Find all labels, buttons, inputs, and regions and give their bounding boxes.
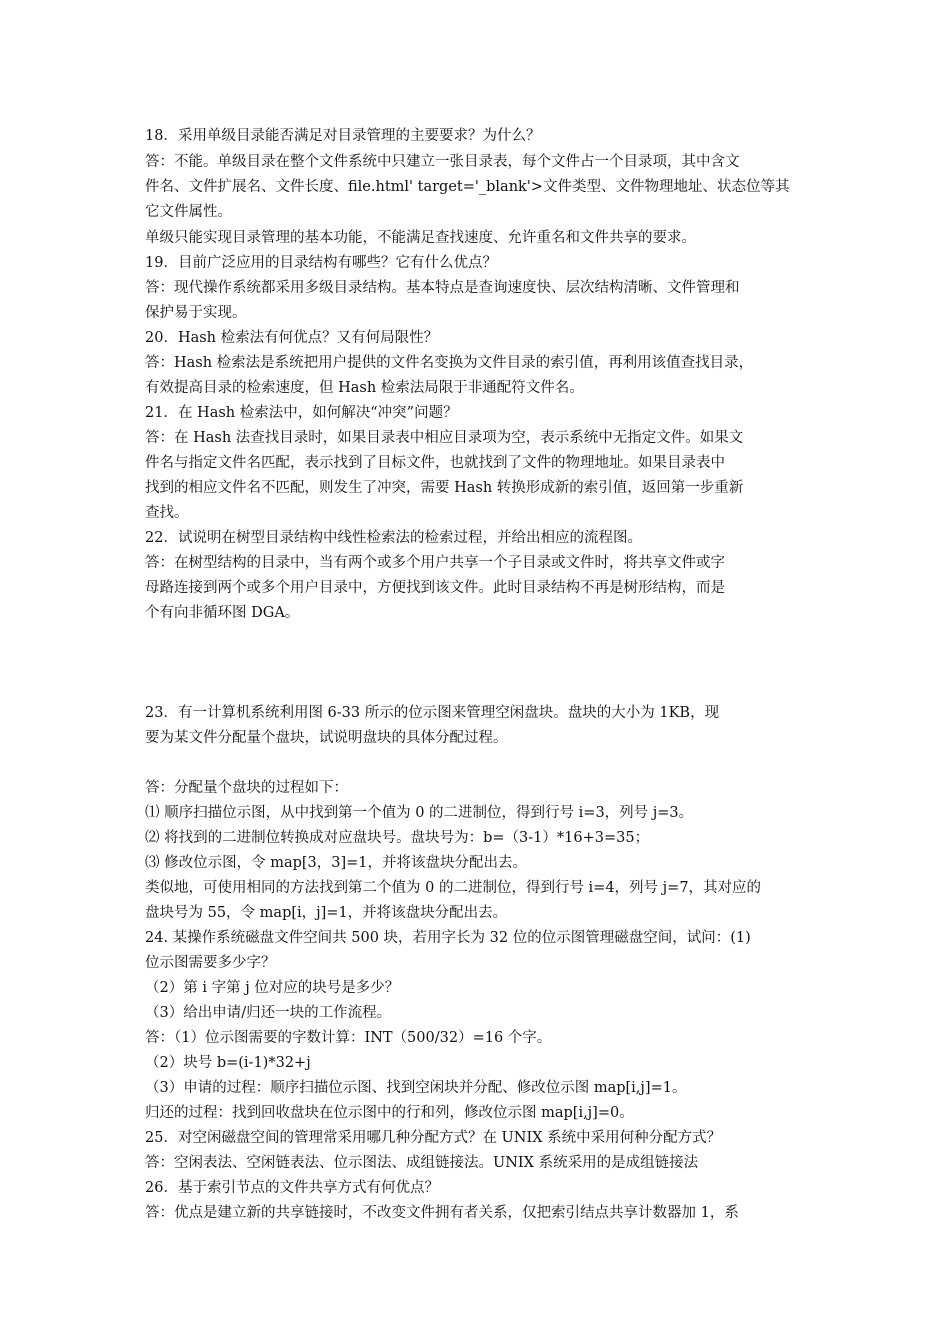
answer-line: 查找。 [145, 505, 189, 521]
answer-line: 保护易于实现。 [145, 305, 247, 321]
answer-line: 母路连接到两个或多个用户目录中，方便找到该文件。此时目录结构不再是树形结构，而是 [145, 580, 725, 596]
answer-line: 答：优点是建立新的共享链接时，不改变文件拥有者关系，仅把索引结点共享计数器加 1，系 [145, 1205, 739, 1221]
question-24-part-3: （3）给出申请/归还一块的工作流程。 [145, 1005, 392, 1021]
answer-step-1: ⑴ 顺序扫描位示图，从中找到第一个值为 0 的二进制位，得到行号 i=3，列号 j=3。 [145, 805, 694, 821]
question-26: 26．基于索引节点的文件共享方式有何优点？ [145, 1180, 439, 1196]
question-21: 21．在 Hash 检索法中，如何解决“冲突”问题？ [145, 405, 458, 421]
question-24: 24. 某操作系统磁盘文件空间共 500 块，若用字长为 32 位的位示图管理磁盘空间，试问：(1) [145, 930, 751, 946]
answer-line: 答：在树型结构的目录中，当有两个或多个用户共享一个子目录或文件时，将共享文件或字 [145, 555, 725, 571]
answer-line: 它文件属性。 [145, 204, 232, 220]
question-18: 18．采用单级目录能否满足对目录管理的主要要求？为什么？ [145, 128, 541, 144]
answer-line: 件名与指定文件名匹配，表示找到了目标文件，也就找到了文件的物理地址。如果目录表中 [145, 455, 725, 471]
question-24-part-2: （2）第 i 字第 j 位对应的块号是多少？ [145, 980, 400, 996]
question-25: 25．对空闲磁盘空间的管理常采用哪几种分配方式？在 UNIX 系统中采用何种分配方式？ [145, 1130, 722, 1146]
question-23-cont: 要为某文件分配量个盘块，试说明盘块的具体分配过程。 [145, 730, 508, 746]
answer-step-2: ⑵ 将找到的二进制位转换成对应盘块号。盘块号为：b=（3-1）*16+3=35； [145, 830, 650, 846]
answer-line: 答：在 Hash 法查找目录时，如果目录表中相应目录项为空，表示系统中无指定文件。如果文 [145, 430, 744, 446]
answer-line: 答：现代操作系统都采用多级目录结构。基本特点是查询速度快、层次结构清晰、文件管理和 [145, 280, 740, 296]
answer-line: 答：Hash 检索法是系统把用户提供的文件名变换为文件目录的索引值，再利用该值查找目录， [145, 355, 754, 371]
answer-line: 有效提高目录的检索速度，但 Hash 检索法局限于非通配符文件名。 [145, 380, 584, 396]
question-20: 20．Hash 检索法有何优点？又有何局限性？ [145, 330, 439, 346]
answer-line: （3）申请的过程：顺序扫描位示图、找到空闲块并分配、修改位示图 map[i,j]=1。 [145, 1080, 687, 1096]
answer-line: 件名、文件扩展名、文件长度、file.html' target='_blank'>文件类型、文件物理地址、状态位等其 [145, 179, 790, 195]
answer-line: 盘块号为 55，令 map[i，j]=1，并将该盘块分配出去。 [145, 905, 508, 921]
answer-line: 归还的过程：找到回收盘块在位示图中的行和列，修改位示图 map[i,j]=0。 [145, 1105, 634, 1121]
question-23: 23．有一计算机系统利用图 6-33 所示的位示图来管理空闲盘块。盘块的大小为 1KB，现 [145, 705, 720, 721]
answer-step-3: ⑶ 修改位示图，令 map[3，3]=1，并将该盘块分配出去。 [145, 855, 528, 871]
answer-line: 答：不能。单级目录在整个文件系统中只建立一张目录表，每个文件占一个目录项，其中含文 [145, 154, 740, 170]
answer-line: 单级只能实现目录管理的基本功能，不能满足查找速度、允许重名和文件共享的要求。 [145, 230, 696, 246]
answer-line: 答：分配量个盘块的过程如下： [145, 780, 348, 796]
answer-line: 个有向非循环图 DGA。 [145, 605, 300, 621]
answer-line: 答：空闲表法、空闲链表法、位示图法、成组链接法。UNIX 系统采用的是成组链接法 [145, 1155, 699, 1171]
answer-line: （2）块号 b=(i-1)*32+j [145, 1055, 311, 1071]
question-19: 19．目前广泛应用的目录结构有哪些？它有什么优点？ [145, 255, 497, 271]
question-24-cont: 位示图需要多少字？ [145, 955, 276, 971]
answer-line: 找到的相应文件名不匹配，则发生了冲突，需要 Hash 转换形成新的索引值，返回第一步重新 [145, 480, 744, 496]
answer-line: 类似地，可使用相同的方法找到第二个值为 0 的二进制位，得到行号 i=4，列号 j=7，其对应的 [145, 880, 762, 896]
question-22: 22．试说明在树型目录结构中线性检索法的检索过程，并给出相应的流程图。 [145, 530, 642, 546]
answer-line: 答：（1）位示图需要的字数计算：INT（500/32）=16 个字。 [145, 1030, 552, 1046]
